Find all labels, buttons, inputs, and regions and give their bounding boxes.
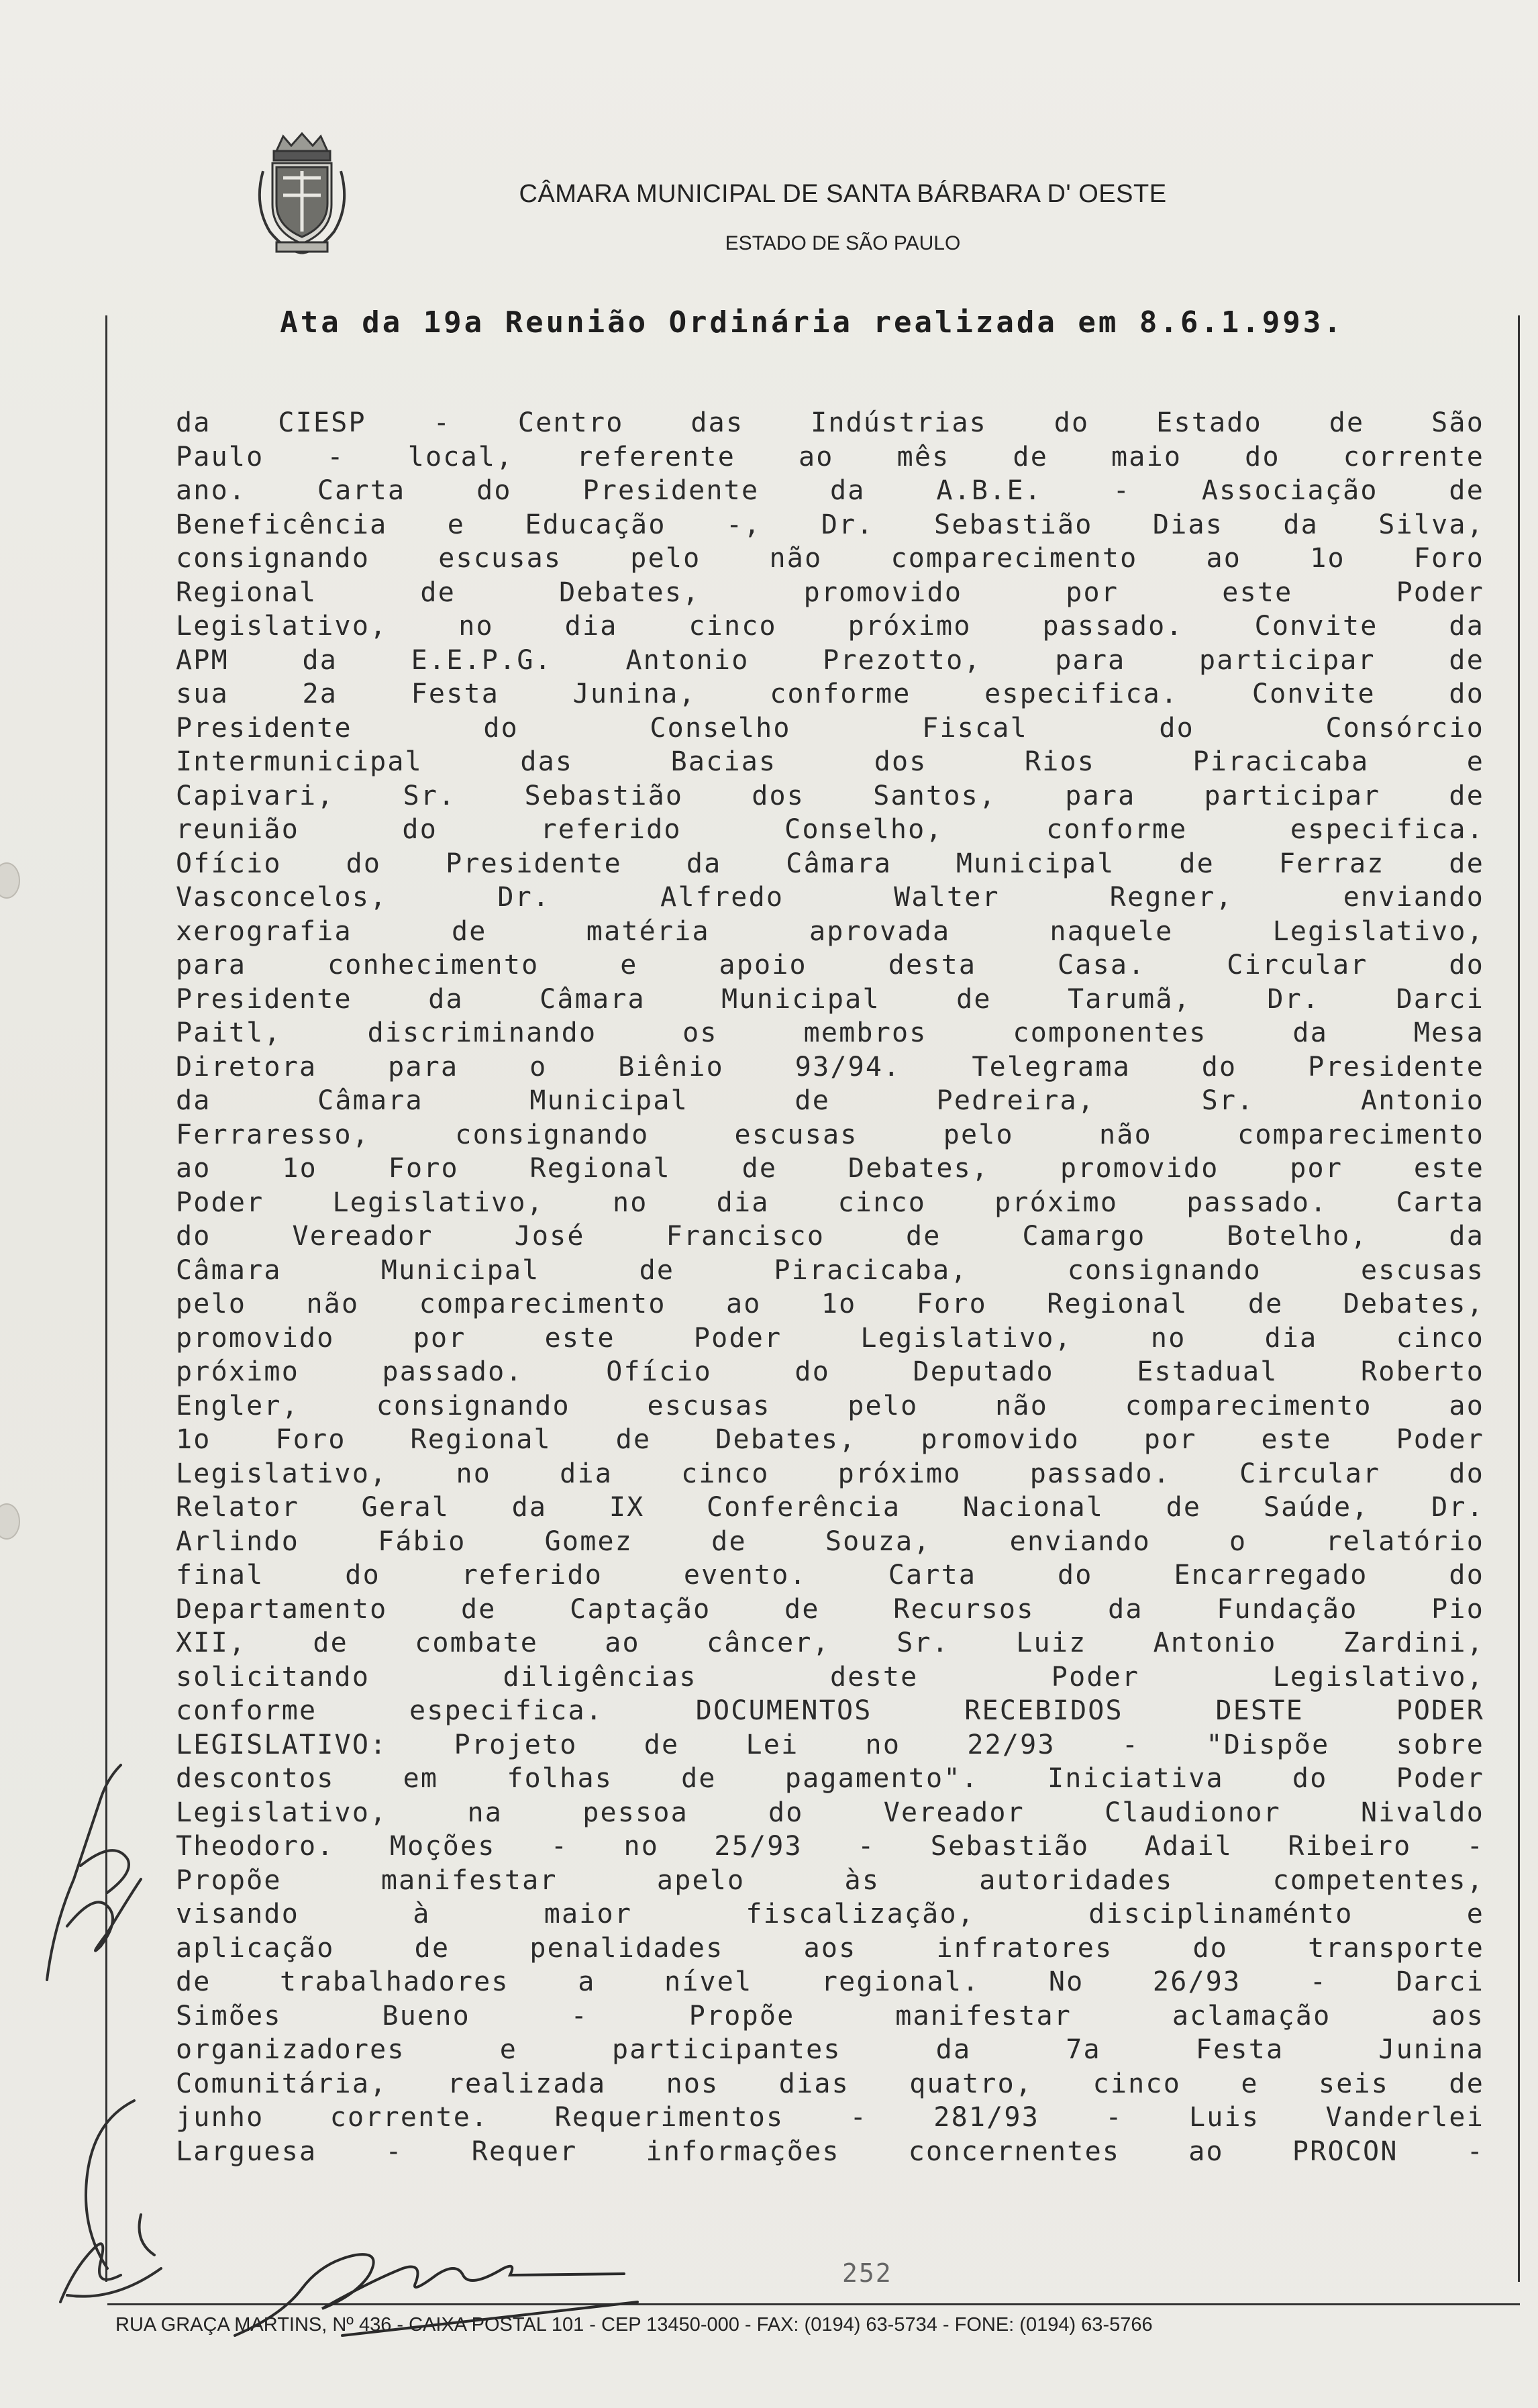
text-line: Ferraresso, consignando escusas pelo não comparecimento — [176, 1119, 1484, 1150]
text-line: APM da E.E.P.G. Antonio Prezotto, para participar de — [176, 644, 1484, 676]
text-line: Ofício do Presidente da Câmara Municipal de Ferraz de — [176, 848, 1484, 879]
footer-address: RUA GRAÇA MARTINS, Nº 436 - CAIXA POSTAL 101 - CEP 13450-000 - FAX: (0194) 63-5734 - FONE: (0194) 63-5766 — [115, 2314, 1153, 2336]
punch-hole — [0, 1503, 20, 1540]
text-line: final do referido evento. Carta do Encarregado do — [176, 1560, 1484, 1591]
text-line: da Câmara Municipal de Pedreira, Sr. Antonio — [176, 1085, 1484, 1116]
text-line: da CIESP - Centro das Indústrias do Estado de São — [176, 407, 1484, 438]
text-line: aplicação de penalidades aos infratores do transporte — [176, 1932, 1484, 1964]
text-line: pelo não comparecimento ao 1o Foro Regional de Debates, — [176, 1289, 1484, 1319]
text-line: visando à maior fiscalização, disciplinaménto e — [176, 1899, 1484, 1929]
right-margin-rule — [1518, 315, 1520, 2282]
text-line: sua 2a Festa Junina, conforme especifica. Convite do — [176, 679, 1484, 709]
text-line: Legislativo, na pessoa do Vereador Claudionor Nivaldo — [176, 1797, 1484, 1828]
text-line: Beneficência e Educação -, Dr. Sebastião Dias da Silva, — [176, 509, 1484, 540]
text-line: Poder Legislativo, no dia cinco próximo passado. Carta — [176, 1187, 1484, 1218]
text-line: Departamento de Captação de Recursos da Fundação Pio — [176, 1593, 1484, 1625]
text-line: ano. Carta do Presidente da A.B.E. - Associação de — [176, 475, 1484, 506]
text-line: Propõe manifestar apelo às autoridades competentes, — [176, 1864, 1484, 1896]
text-line: Paitl, discriminando os membros componentes da Mesa — [176, 1017, 1484, 1048]
text-line: consignando escusas pelo não comparecimento ao 1o Foro — [176, 543, 1484, 574]
punch-hole — [0, 862, 20, 899]
text-line: junho corrente. Requerimentos - 281/93 - Luis Vanderlei — [176, 2102, 1484, 2133]
text-line: Theodoro. Moções - no 25/93 - Sebastião Adail Ribeiro - — [176, 1831, 1484, 1862]
text-line: Larguesa - Requer informações concernentes ao PROCON - — [176, 2136, 1484, 2167]
text-line: Comunitária, realizada nos dias quatro, cinco e seis de — [176, 2068, 1484, 2099]
text-line: descontos em folhas de pagamento". Iniciativa do Poder — [176, 1763, 1484, 1794]
text-line: Diretora para o Biênio 93/94. Telegrama do Presidente — [176, 1051, 1484, 1083]
text-line: Intermunicipal das Bacias dos Rios Piracicaba e — [176, 746, 1484, 777]
left-margin-rule — [105, 315, 107, 2282]
text-line: Regional de Debates, promovido por este Poder — [176, 576, 1484, 608]
text-line: ao 1o Foro Regional de Debates, promovido por este — [176, 1153, 1484, 1184]
text-line: Câmara Municipal de Piracicaba, consignando escusas — [176, 1254, 1484, 1286]
signature-mark — [27, 1758, 161, 1987]
text-line: próximo passado. Ofício do Deputado Estadual Roberto — [176, 1356, 1484, 1387]
text-line: xerografia de matéria aprovada naquele Legislativo, — [176, 915, 1484, 947]
page-number: 252 — [842, 2258, 892, 2288]
text-line: Arlindo Fábio Gomez de Souza, enviando o relatório — [176, 1525, 1484, 1557]
text-line: promovido por este Poder Legislativo, no dia cinco — [176, 1322, 1484, 1354]
text-line: LEGISLATIVO: Projeto de Lei no 22/93 - "Dispõe sobre — [176, 1729, 1484, 1760]
text-line: Engler, consignando escusas pelo não comparecimento ao — [176, 1390, 1484, 1421]
text-line: Legislativo, no dia cinco próximo passado. Circular do — [176, 1458, 1484, 1489]
initials-mark — [40, 2094, 174, 2309]
text-line: Legislativo, no dia cinco próximo passado. Convite da — [176, 611, 1484, 642]
text-line: Paulo - local, referente ao mês de maio do corrente — [176, 441, 1484, 472]
text-line: Presidente do Conselho Fiscal do Consórcio — [176, 712, 1484, 744]
text-line: de trabalhadores a nível regional. No 26/93 - Darci — [176, 1966, 1484, 1997]
text-line: Simões Bueno - Propõe manifestar aclamação aos — [176, 2000, 1484, 2031]
text-line: do Vereador José Francisco de Camargo Botelho, da — [176, 1221, 1484, 1252]
text-line: para conhecimento e apoio desta Casa. Circular do — [176, 950, 1484, 981]
signature-mark — [221, 2235, 651, 2342]
state-name: ESTADO DE SÃO PAULO — [725, 232, 961, 254]
text-line: Vasconcelos, Dr. Alfredo Walter Regner, enviando — [176, 882, 1484, 913]
text-line: solicitando diligências deste Poder Legislativo, — [176, 1661, 1484, 1693]
minutes-title: Ata da 19a Reunião Ordinária realizada em 8.6.1.993. — [280, 305, 1344, 340]
text-line: Presidente da Câmara Municipal de Tarumã, Dr. Darci — [176, 983, 1484, 1015]
text-line: Capivari, Sr. Sebastião dos Santos, para participar de — [176, 780, 1484, 811]
text-line: XII, de combate ao câncer, Sr. Luiz Antonio Zardini, — [176, 1627, 1484, 1658]
text-line: organizadores e participantes da 7a Festa Junina — [176, 2034, 1484, 2065]
text-line: reunião do referido Conselho, conforme especifica. — [176, 814, 1484, 845]
text-line: 1o Foro Regional de Debates, promovido por este Poder — [176, 1424, 1484, 1455]
minutes-body — [176, 406, 1484, 2168]
institution-name: CÂMARA MUNICIPAL DE SANTA BÁRBARA D' OESTE — [519, 180, 1167, 208]
text-line: Relator Geral da IX Conferência Nacional de Saúde, Dr. — [176, 1492, 1484, 1523]
text-line: conforme especifica. DOCUMENTOS RECEBIDOS DESTE PODER — [176, 1695, 1484, 1726]
